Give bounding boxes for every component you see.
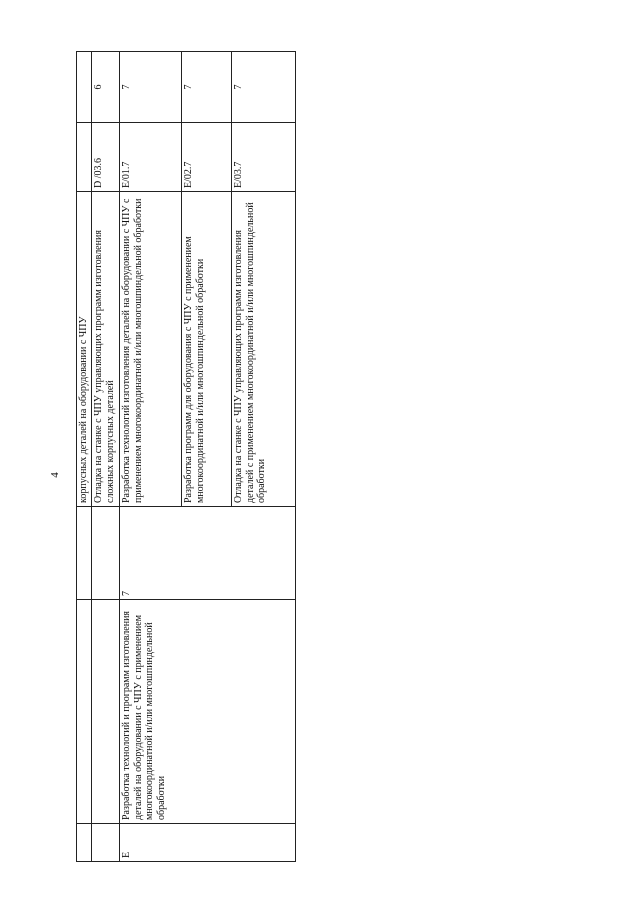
empty-cell [77,600,92,824]
function-name: Отладка на станке с ЧПУ управляющих программ изготовления деталей с применением многокоординатной и/или многошпиндельной обработки [231,192,295,507]
empty-cell [77,507,92,600]
function-code [77,123,92,192]
function-level: 7 [119,52,181,123]
table-landscape [76,52,294,862]
function-level [77,52,92,123]
group-code: E [119,824,295,862]
empty-cell [77,824,92,862]
function-level: 7 [231,52,295,123]
rotated-table-container [76,52,294,862]
group-name: Разработка технологий и программ изготовления деталей на оборудовании с ЧПУ с применением многокоординатной и/или многошпиндельной обработки [119,600,295,824]
empty-cell [91,507,119,600]
table-row [119,52,181,862]
function-code: E/01.7 [119,123,181,192]
function-level: 6 [91,52,119,123]
function-code: D /03.6 [91,123,119,192]
page-number: 4 [48,472,61,478]
function-name: Отладка на станке с ЧПУ управляющих программ изготовления сложных корпусных деталей [91,192,119,507]
functions-table [76,51,296,862]
function-name: корпусных деталей на оборудовании с ЧПУ [77,192,92,507]
function-code: E/03.7 [231,123,295,192]
table-row [91,52,119,862]
function-level: 7 [181,52,231,123]
empty-cell [91,824,119,862]
function-name: Разработка технологий изготовления деталей на оборудовании с ЧПУ с применением многокоординатной и/или многошпиндельной обработки [119,192,181,507]
function-name: Разработка программ для оборудования с ЧПУ с применением многокоординатной и/или многошпиндельной обработки [181,192,231,507]
function-code: E/02.7 [181,123,231,192]
group-level: 7 [119,507,295,600]
empty-cell [91,600,119,824]
table-row [77,52,92,862]
